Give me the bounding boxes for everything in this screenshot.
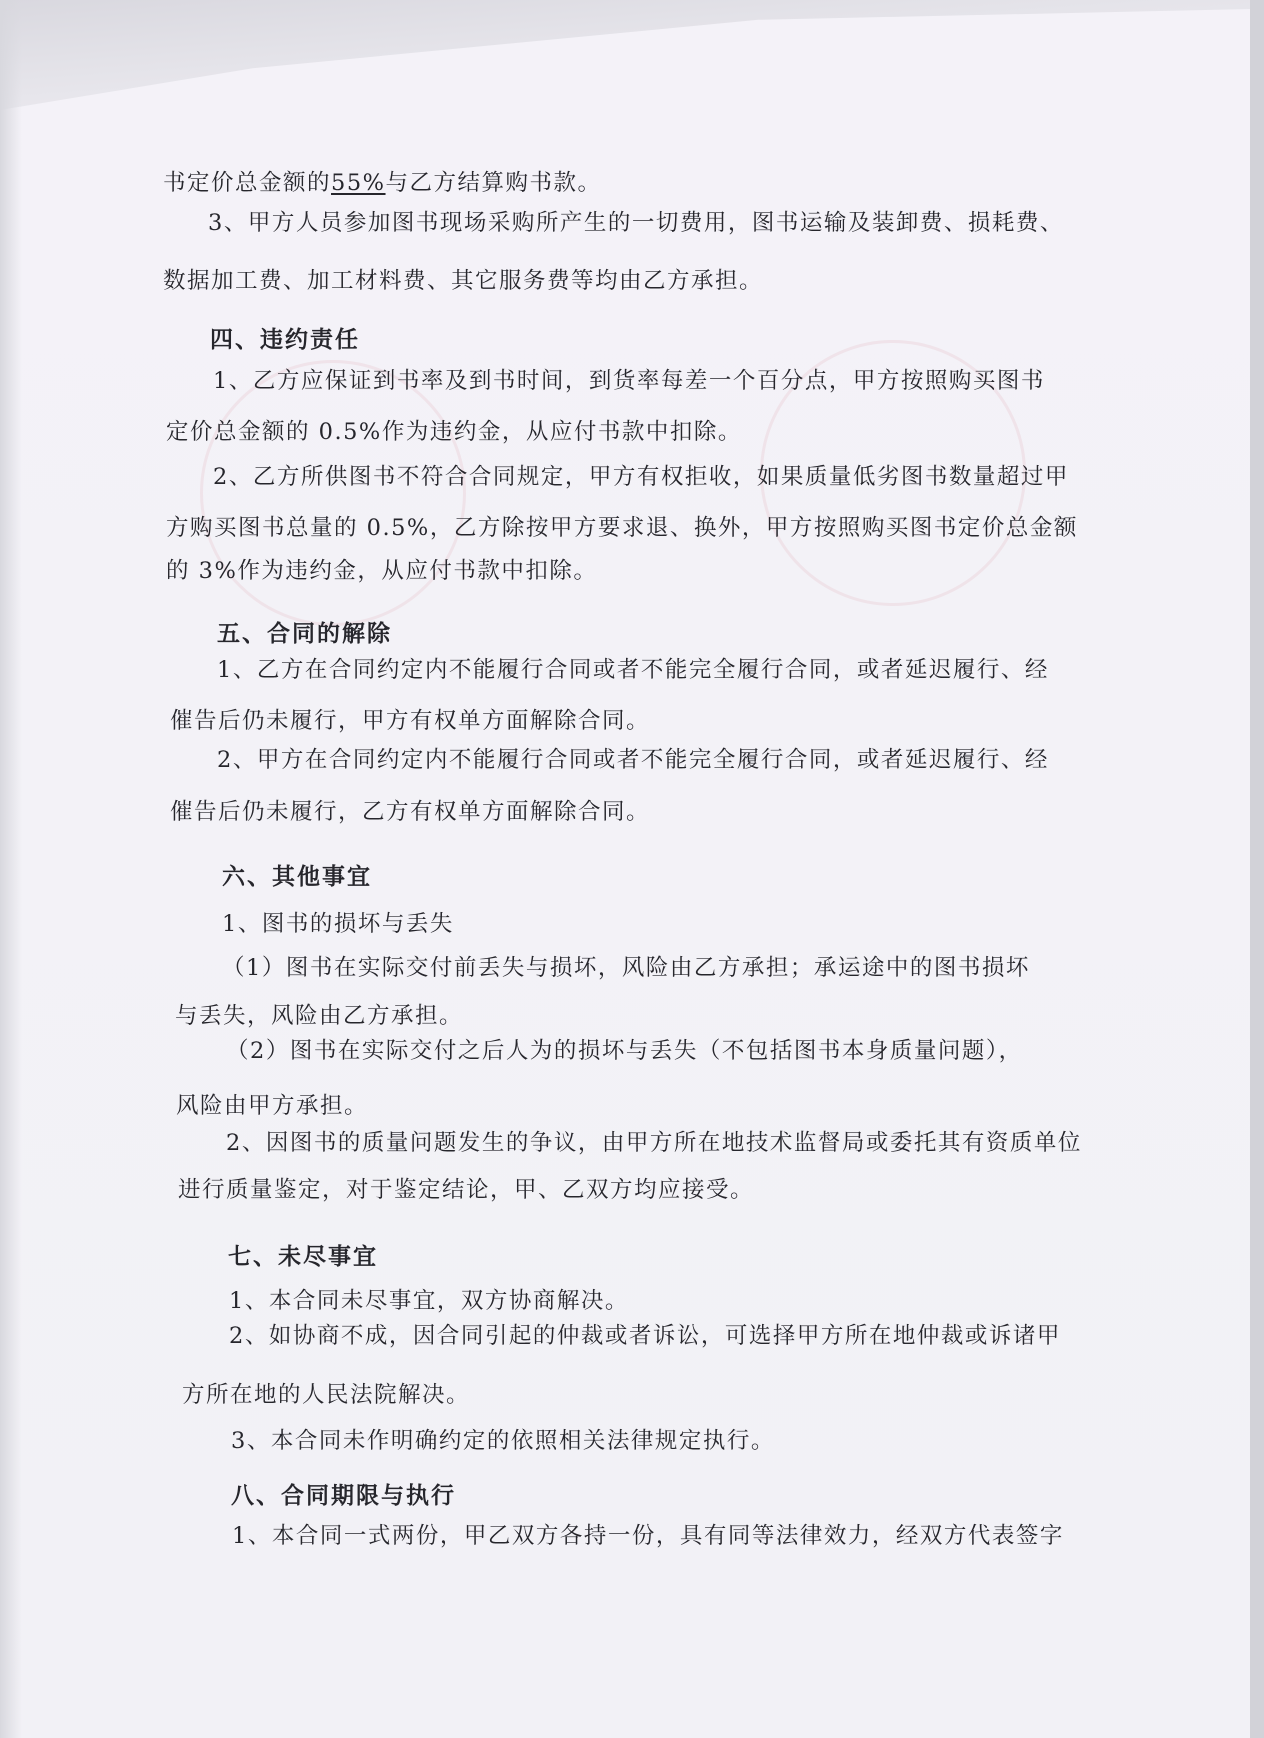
paragraph-line: 2、如协商不成，因合同引起的仲裁或者诉讼，可选择甲方所在地仲裁或诉诸甲 <box>229 1323 1061 1349</box>
paragraph-line: 3、甲方人员参加图书现场采购所产生的一切费用，图书运输及装卸费、损耗费、 <box>208 210 1064 236</box>
paragraph-line: 催告后仍未履行，甲方有权单方面解除合同。 <box>170 708 651 734</box>
percentage-value: 55% <box>331 170 386 196</box>
section-heading: 四、违约责任 <box>210 326 360 353</box>
paragraph-line: 1、乙方应保证到书率及到书时间，到货率每差一个百分点，甲方按照购买图书 <box>213 368 1045 394</box>
paragraph-line: 进行质量鉴定，对于鉴定结论，甲、乙双方均应接受。 <box>178 1177 755 1203</box>
paragraph-line <box>163 172 602 195</box>
paragraph-line: 数据加工费、加工材料费、其它服务费等均由乙方承担。 <box>163 268 764 294</box>
paragraph-line: 催告后仍未履行，乙方有权单方面解除合同。 <box>170 799 651 825</box>
paragraph-line: 1、本合同未尽事宜，双方协商解决。 <box>229 1288 629 1314</box>
paragraph-line: 与丢失，风险由乙方承担。 <box>175 1003 464 1029</box>
text-span: 与乙方结算购书款。 <box>385 170 602 196</box>
paragraph-line: 方购买图书总量的 0.5%，乙方除按甲方要求退、换外，甲方按照购买图书定价总金额 <box>166 515 1078 541</box>
section-heading: 八、合同期限与执行 <box>231 1482 456 1509</box>
paragraph-line: （1）图书在实际交付前丢失与损坏，风险由乙方承担；承运途中的图书损坏 <box>222 955 1030 981</box>
paragraph-line: 方所在地的人民法院解决。 <box>182 1382 471 1408</box>
paragraph-line: 2、甲方在合同约定内不能履行合同或者不能完全履行合同，或者延迟履行、经 <box>217 747 1049 773</box>
paragraph-line: 1、本合同一式两份，甲乙双方各持一份，具有同等法律效力，经双方代表签字 <box>232 1523 1064 1549</box>
paragraph-line: 风险由甲方承担。 <box>176 1093 369 1119</box>
section-heading: 六、其他事宜 <box>222 863 372 890</box>
paragraph-line: 3、本合同未作明确约定的依照相关法律规定执行。 <box>231 1428 775 1454</box>
paragraph-line: 2、乙方所供图书不符合合同规定，甲方有权拒收，如果质量低劣图书数量超过甲 <box>213 464 1069 490</box>
paragraph-line: （2）图书在实际交付之后人为的损坏与丢失（不包括图书本身质量问题）， <box>226 1038 1023 1064</box>
page-right-edge <box>1250 0 1264 1738</box>
paragraph-line: 定价总金额的 0.5%作为违约金，从应付书款中扣除。 <box>166 419 742 445</box>
paragraph-line: 2、因图书的质量问题发生的争议，由甲方所在地技术监督局或委托其有资质单位 <box>226 1130 1082 1156</box>
paragraph-line: 1、图书的损坏与丢失 <box>222 911 454 937</box>
paragraph-line: 的 3%作为违约金，从应付书款中扣除。 <box>166 558 598 584</box>
section-heading: 七、未尽事宜 <box>228 1243 378 1270</box>
section-heading: 五、合同的解除 <box>217 620 392 647</box>
paragraph-line: 1、乙方在合同约定内不能履行合同或者不能完全履行合同，或者延迟履行、经 <box>217 657 1049 683</box>
text-span: 书定价总金额的 <box>163 170 332 196</box>
